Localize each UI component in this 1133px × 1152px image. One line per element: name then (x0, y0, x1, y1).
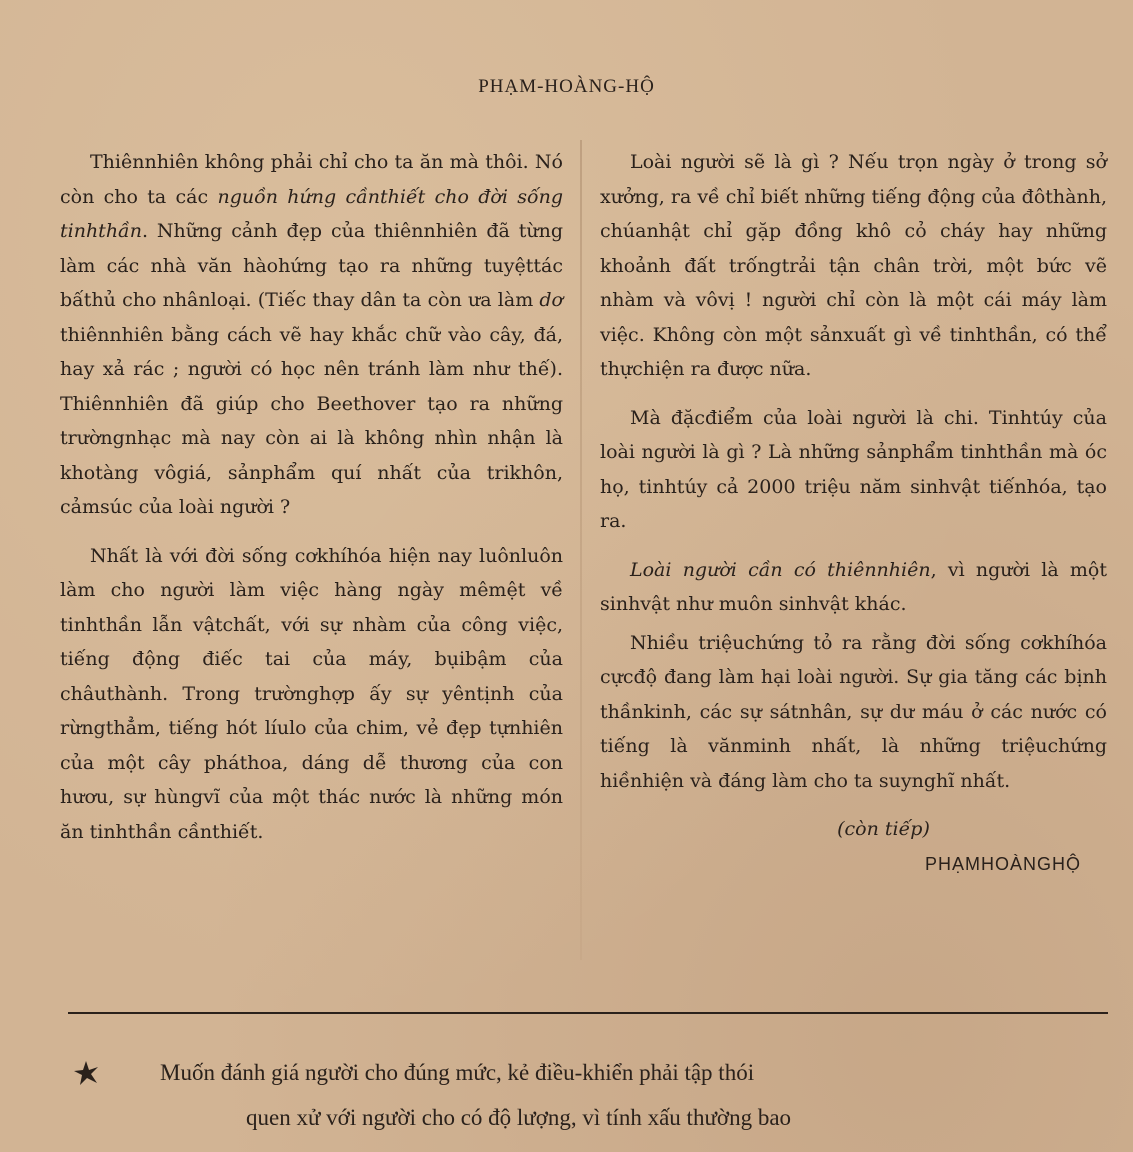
right-paragraph-4: Nhiều triệuchứng tỏ ra rằng đời sống cơkhíhóa cựcđộ đang làm hại loài người. Sự gia tăng các bịnh thầnkinh, các sự sátnhân, sự dư máu ở các nước có tiếng là vănminh nhất, là những triệuchứng hiềnhiện và đáng làm cho ta suynghĩ nhất. (600, 631, 1107, 792)
page-header: PHẠM-HOÀNG-HỘ (478, 76, 655, 97)
left-p1-italic-1: nguồn hứng cầnthiết cho đời sống tinhthần (60, 185, 563, 242)
left-p1-italic-2: dơ (539, 289, 563, 311)
left-p1-text-c: thiênnhiên bằng cách vẽ hay khắc chữ vào cây, đá, hay xả rác ; người có học nên tránh làm như thế). Thiênnhiên đã giúp cho Beethover tạo ra những trườngnhạc mà nay còn ai là không nhìn nhận là khotàng vôgiá, sảnphẩm quí nhất của trikhôn, cảmsúc của loài người ? (60, 323, 563, 518)
right-p3-rest: , vì người là một sinhvật như muôn sinhvật khác. (600, 558, 1107, 615)
footer-quote (60, 1050, 1110, 1140)
right-paragraph-2: Mà đặcđiểm của loài người là chi. Tinhtúy của loài người là gì ? Là những sảnphẩm tinhthần mà óc họ, tinhtúy cả 2000 triệu năm sinhvật tiếnhóa, tạo ra. (600, 406, 1107, 532)
left-paragraph-1 (60, 145, 563, 525)
right-paragraph-3 (600, 553, 1107, 622)
author-signature: PHẠMHOÀNGHỘ (924, 853, 1081, 874)
right-paragraph-1: Loài người sẽ là gì ? Nếu trọn ngày ở trong sở xưởng, ra về chỉ biết những tiếng động của đôthành, chúanhật chỉ gặp đồng khô cỏ cháy hay những khoảnh đất trốngtrải tận chân trời, một bức vẽ nhàm và vôvị ! người chỉ còn là một cái máy làm việc. Không còn một sảnxuất gì về tinhthần, có thể thựchiện ra được nữa. (600, 151, 1107, 380)
left-p1-text-a: Thiênnhiên không phải chỉ cho ta ăn mà thôi. Nó còn cho ta các (60, 151, 563, 208)
column-fold-shadow (580, 140, 582, 960)
left-column (60, 145, 563, 863)
footer-line-1: Muốn đánh giá người cho đúng mức, kẻ điều-khiển phải tập thói (160, 1060, 755, 1085)
right-column (600, 145, 1107, 881)
left-p1-text-b: . Những cảnh đẹp của thiênnhiên đã từng làm các nhà văn hàohứng tạo ra những tuyệttác bấthủ cho nhânloại. (Tiếc thay dân ta còn ưa làm (60, 220, 563, 311)
continued-note: (còn tiếp) (837, 818, 930, 840)
right-p3-italic: Loài người cần có thiênnhiên (630, 558, 931, 581)
footer-line-1-row (60, 1050, 1110, 1095)
divider-rule (68, 1012, 1108, 1014)
star-icon (72, 1059, 100, 1087)
left-paragraph-2: Nhất là với đời sống cơkhíhóa hiện nay luônluôn làm cho người làm việc hàng ngày mêmệt về tinhthần lẫn vậtchất, với sự nhàm của công việc, tiếng động điếc tai của máy, bụibậm của châuthành. Trong trườnghợp ấy sự yêntịnh của rừngthẳm, tiếng hót líulo của chim, vẻ đẹp tựnhiên của một cây pháthoa, dáng dễ thương của con hươu, sự hùngvĩ của một thác nước là những món ăn tinhthần cầnthiết. (60, 544, 563, 843)
footer-line-2: quen xử với người cho có độ lượng, vì tính xấu thường bao (246, 1105, 792, 1130)
